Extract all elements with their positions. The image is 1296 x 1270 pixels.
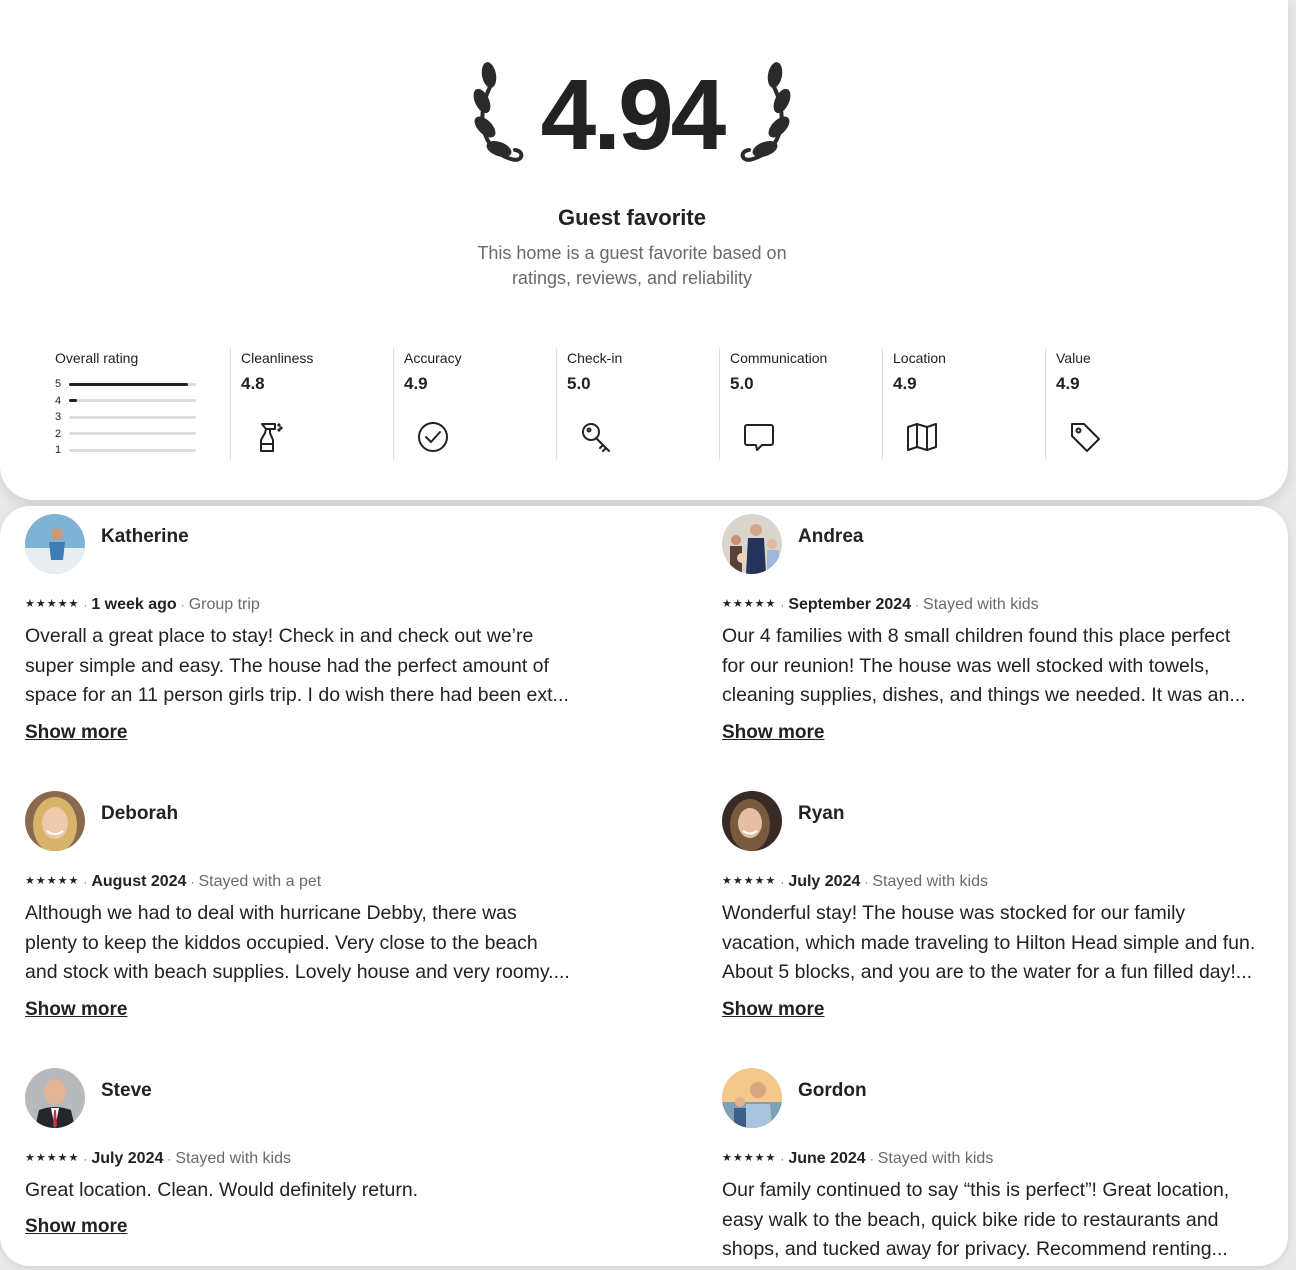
show-more-link[interactable]: Show more xyxy=(25,999,128,1020)
review-text-line: vacation, which made traveling to Hilton Head simple and fun. xyxy=(722,931,1256,954)
review-text-line: Our 4 families with 8 small children found this place perfect xyxy=(722,625,1231,647)
star-rating: ★★★★★ xyxy=(25,598,80,610)
histogram-row xyxy=(55,426,230,443)
histogram-fill xyxy=(69,399,77,402)
trip-type: Group trip xyxy=(188,596,260,613)
spray-bottle-icon xyxy=(253,420,287,454)
guest-favorite-hero xyxy=(0,55,1264,291)
reviewer-name: Ryan xyxy=(798,803,845,824)
review-text-line: Great location. Clean. Would definitely return. xyxy=(25,1179,419,1201)
histogram-row xyxy=(55,409,230,426)
category-value: 5.0 xyxy=(730,374,754,393)
category-label: Value xyxy=(1056,350,1091,366)
trip-type: Stayed with kids xyxy=(175,1150,291,1167)
show-more-link[interactable]: Show more xyxy=(25,1216,128,1237)
category-value xyxy=(1045,348,1208,460)
laurel-left-icon xyxy=(467,55,527,175)
overall-rating-label: Overall rating xyxy=(55,350,139,366)
trip-type: Stayed with a pet xyxy=(198,873,322,890)
category-location xyxy=(882,348,1045,460)
review-date: July 2024 xyxy=(91,1150,164,1167)
rating-summary-card xyxy=(0,0,1288,500)
review-item xyxy=(722,1068,1292,1263)
overall-rating-value: 4.94 xyxy=(540,59,724,171)
trip-type: Stayed with kids xyxy=(877,1150,994,1167)
review-text-line: cleaning supplies, dishes, and things we needed. It was an... xyxy=(722,684,1246,706)
review-date: July 2024 xyxy=(788,873,861,890)
category-label: Communication xyxy=(730,350,828,366)
histogram-track xyxy=(69,416,196,419)
review-item xyxy=(722,791,1292,1021)
review-date: 1 week ago xyxy=(91,596,177,613)
review-meta: ★★★★★ · June 2024 · Stayed with kids xyxy=(722,1150,994,1167)
guest-favorite-subtitle xyxy=(0,241,1264,291)
category-label: Accuracy xyxy=(404,350,462,366)
category-value: 4.8 xyxy=(241,374,265,393)
review-text-line: Wonderful stay! The house was stocked for our family xyxy=(722,902,1186,924)
histogram-star-label: 4 xyxy=(55,394,62,407)
star-rating: ★★★★★ xyxy=(25,1152,80,1164)
chat-bubble-icon xyxy=(742,420,776,454)
star-rating: ★★★★★ xyxy=(722,875,777,887)
review-meta: ★★★★★ · September 2024 · Stayed with kids xyxy=(722,596,1039,613)
review-item xyxy=(25,1068,595,1258)
histogram-track xyxy=(69,432,196,435)
category-cleanliness xyxy=(230,348,393,460)
category-value: 4.9 xyxy=(893,374,917,393)
review-text-line: super simple and easy. The house had the perfect amount of xyxy=(25,654,549,677)
review-text xyxy=(722,899,1292,988)
histogram-star-label: 3 xyxy=(55,411,62,424)
star-rating: ★★★★★ xyxy=(722,598,777,610)
avatar[interactable] xyxy=(722,1068,782,1128)
category-label: Cleanliness xyxy=(241,350,314,366)
map-icon xyxy=(905,420,939,454)
category-label: Location xyxy=(893,350,946,366)
review-text xyxy=(25,899,595,988)
show-more-link[interactable]: Show more xyxy=(722,999,825,1020)
trip-type: Stayed with kids xyxy=(923,596,1039,613)
category-communication xyxy=(719,348,882,460)
show-more-link[interactable]: Show more xyxy=(722,722,825,743)
review-text xyxy=(25,1176,595,1206)
category-value: 5.0 xyxy=(567,374,591,393)
histogram-row xyxy=(55,376,230,393)
category-check-in xyxy=(556,348,719,460)
category-value: 4.9 xyxy=(404,374,428,393)
review-text-line: and stock with beach supplies. Lovely house and very roomy.... xyxy=(25,961,570,983)
review-text-line: Our family continued to say “this is perfect”! Great location, xyxy=(722,1179,1230,1201)
subtitle-line-2: ratings, reviews, and reliability xyxy=(511,268,753,288)
review-meta: ★★★★★ · August 2024 · Stayed with a pet xyxy=(25,873,322,890)
reviewer-name: Steve xyxy=(101,1080,152,1101)
review-item xyxy=(25,791,595,1021)
review-meta: ★★★★★ · July 2024 · Stayed with kids xyxy=(25,1150,291,1167)
review-text xyxy=(25,622,595,711)
review-date: September 2024 xyxy=(788,596,912,613)
histogram-star-label: 1 xyxy=(55,444,62,457)
review-text-line: Overall a great place to stay! Check in and check out we’re xyxy=(25,625,534,647)
overall-rating-breakdown xyxy=(46,348,230,460)
histogram-track xyxy=(69,399,196,402)
star-rating: ★★★★★ xyxy=(722,1152,777,1164)
review-date: August 2024 xyxy=(91,873,187,890)
check-circle-icon xyxy=(416,420,450,454)
reviewer-name: Gordon xyxy=(798,1080,867,1101)
show-more-link[interactable]: Show more xyxy=(25,722,128,743)
category-value: 4.9 xyxy=(1056,374,1080,393)
histogram-star-label: 5 xyxy=(55,378,62,391)
reviewer-name: Deborah xyxy=(101,803,179,824)
category-accuracy xyxy=(393,348,556,460)
key-icon xyxy=(579,420,613,454)
histogram-track xyxy=(69,383,196,386)
histogram-row xyxy=(55,442,230,459)
review-text-line: easy walk to the beach, quick bike ride to restaurants and xyxy=(722,1208,1219,1231)
histogram-fill xyxy=(69,383,188,386)
avatar[interactable] xyxy=(722,514,782,574)
review-item xyxy=(722,514,1292,744)
avatar[interactable] xyxy=(722,791,782,851)
laurel-right-icon xyxy=(737,55,797,175)
histogram-track xyxy=(69,449,196,452)
trip-type: Stayed with kids xyxy=(872,873,988,890)
reviews-card xyxy=(0,506,1288,1266)
subtitle-line-1: This home is a guest favorite based on xyxy=(477,243,787,263)
review-text-line: shops, and tucked away for privacy. Recommend renting... xyxy=(722,1238,1228,1260)
review-meta: ★★★★★ · July 2024 · Stayed with kids xyxy=(722,873,988,890)
review-text-line: for our reunion! The house was well stocked with towels, xyxy=(722,654,1210,677)
star-rating: ★★★★★ xyxy=(25,875,80,887)
guest-favorite-title: Guest favorite xyxy=(558,205,706,230)
review-text-line: plenty to keep the kiddos occupied. Very close to the beach xyxy=(25,931,538,954)
reviewer-name: Katherine xyxy=(101,526,189,547)
rating-histogram xyxy=(55,376,230,459)
category-ratings-row xyxy=(46,348,1208,460)
review-text-line: Although we had to deal with hurricane Debby, there was xyxy=(25,902,517,924)
avatar[interactable] xyxy=(25,791,85,851)
review-text-line: space for an 11 person girls trip. I do wish there had been ext... xyxy=(25,684,569,706)
histogram-row xyxy=(55,393,230,410)
avatar[interactable] xyxy=(25,514,85,574)
review-text xyxy=(722,622,1292,711)
reviewer-name: Andrea xyxy=(798,526,864,547)
review-date: June 2024 xyxy=(788,1150,866,1167)
review-text xyxy=(722,1176,1292,1265)
review-item xyxy=(25,514,595,744)
avatar[interactable] xyxy=(25,1068,85,1128)
review-text-line: About 5 blocks, and you are to the water for a fun filled day!... xyxy=(722,961,1253,983)
tag-icon xyxy=(1068,420,1102,454)
histogram-star-label: 2 xyxy=(55,427,62,440)
review-meta: ★★★★★ · 1 week ago · Group trip xyxy=(25,596,260,613)
category-label: Check-in xyxy=(567,350,623,366)
